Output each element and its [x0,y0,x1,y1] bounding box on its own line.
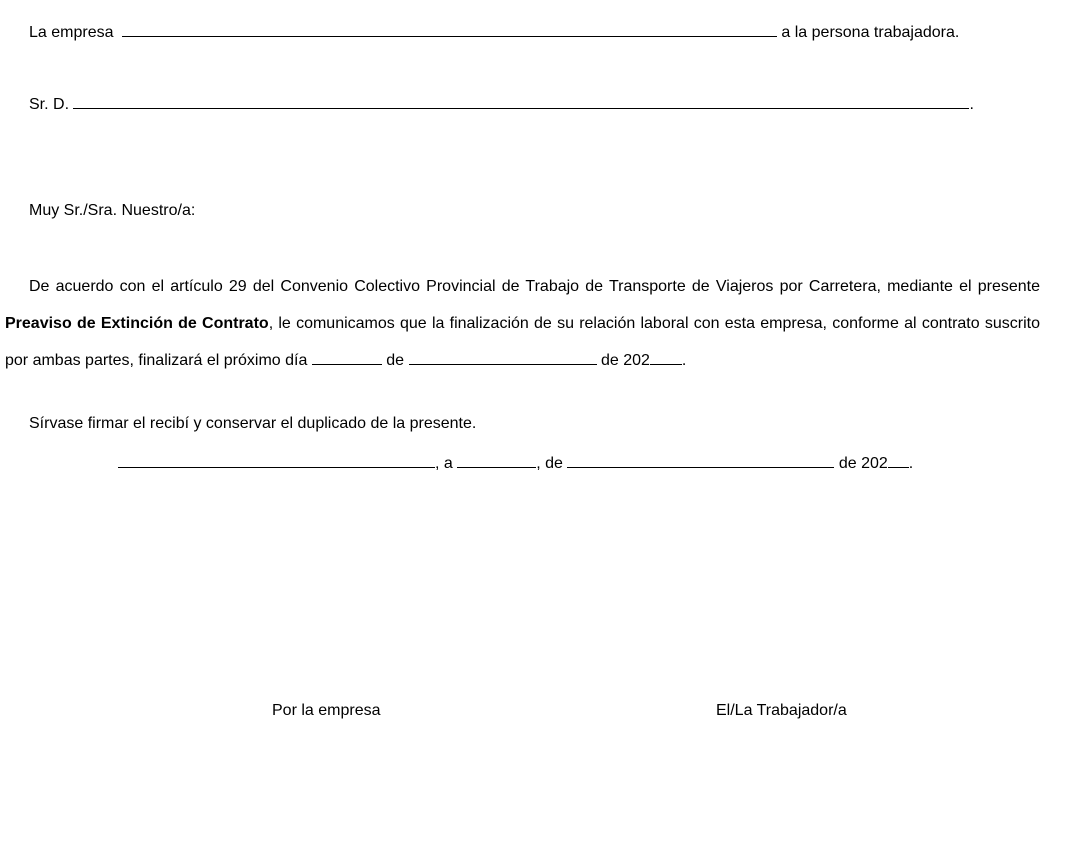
recipient-line [29,93,974,115]
recipient-name-blank[interactable] [73,93,969,109]
place-year: de 202 [834,455,888,472]
sign-month-blank[interactable] [567,452,834,468]
body-de-2: de 202 [596,352,650,369]
salutation: Muy Sr./Sra. Nuestro/a: [29,202,196,219]
request-text: Sírvase firmar el recibí y conservar el duplicado de la presente. [29,415,477,432]
body-de-1: de [381,352,409,369]
body-text-1: De acuerdo con el artículo 29 del Convenio Colectivo Provincial de Trabajo de Transporte de Viajeros por Carretera, mediante el presente [29,278,1040,295]
recipient-suffix: . [969,96,974,113]
sign-day-blank[interactable] [457,452,536,468]
company-suffix: a la persona trabajadora. [781,24,960,41]
worker-signature-label: El/La Trabajador/a [716,702,847,719]
year-blank[interactable] [650,349,682,365]
place-end: . [908,455,914,472]
company-label: La empresa [29,24,114,41]
body-paragraph [5,268,1040,379]
recipient-label: Sr. D. [29,96,70,113]
company-line [29,21,959,43]
document-title: Preaviso de Extinción de Contrato [5,315,269,332]
day-blank[interactable] [312,349,382,365]
month-blank[interactable] [409,349,597,365]
place-a: , a [435,455,458,472]
body-end: . [681,352,687,369]
place-date-line [118,452,913,474]
company-signature-label: Por la empresa [272,702,381,719]
sign-year-blank[interactable] [888,452,909,468]
place-blank[interactable] [118,452,435,468]
place-de: , de [536,455,568,472]
company-name-blank[interactable] [122,21,777,37]
body-text-2: , le comunicamos que la finalización de su relación laboral con esta empresa, conforme al contrato suscrito por ambas partes, finalizará el próximo día [5,315,1041,369]
